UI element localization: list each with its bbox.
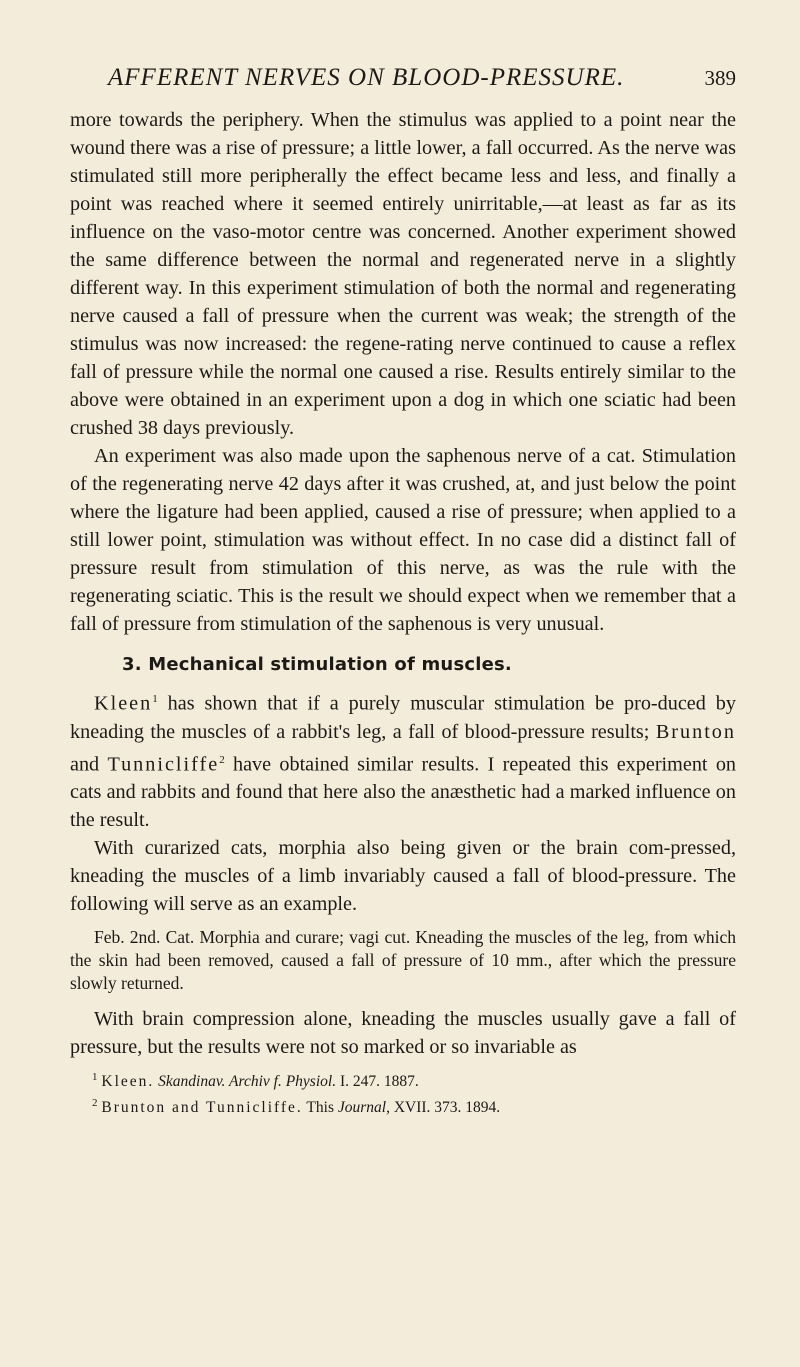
running-title: AFFERENT NERVES ON BLOOD-PRESSURE.: [108, 64, 625, 91]
footnote-details: XVII. 373. 1894.: [389, 1098, 501, 1116]
footnote-marker: 2: [92, 1096, 98, 1109]
footnote-journal: Journal,: [337, 1098, 390, 1116]
section-heading: 3. Mechanical stimulation of muscles.: [122, 654, 512, 675]
author-kleen: Kleen: [94, 692, 153, 715]
footnote-ref-2: 2: [219, 753, 225, 766]
footnote-2: [92, 1093, 736, 1118]
footnote-journal-prefix: This: [306, 1098, 338, 1116]
author-brunton: Brunton: [655, 720, 736, 743]
footnote-details: I. 247. 1887.: [336, 1073, 419, 1091]
paragraph-3-part-1: has shown that if a purely muscular stimulation be pro-duced by kneading the muscles of a rabbit's leg, a fall of blood-pressure results;: [70, 692, 736, 743]
footnote-author: Kleen.: [101, 1073, 155, 1091]
paragraph-3-and: and: [70, 753, 108, 776]
paragraph-4: With curarized cats, morphia also being given or the brain com-pressed, kneading the muscles of a limb invariably caused a fall of blood-pressure. The following will serve as an example.: [70, 837, 736, 916]
footnote-journal: Skandinav. Archiv f. Physiol.: [158, 1073, 337, 1091]
page-number: 389: [704, 66, 736, 90]
paragraph-5: With brain compression alone, kneading the muscles usually gave a fall of pressure, but the results were not so marked or so invariable as: [70, 1008, 736, 1059]
example-text: Feb. 2nd. Cat. Morphia and curare; vagi cut. Kneading the muscles of the leg, from which the skin had been removed, caused a fall of pressure of 10 mm., after which the pressure slowly returned.: [70, 927, 736, 994]
footnote-marker: 1: [92, 1071, 98, 1084]
body-text: [70, 106, 736, 918]
author-tunnicliffe: Tunnicliffe: [107, 753, 220, 776]
example-block: [70, 926, 736, 995]
paragraph-3-part-2: have obtained similar results. I repeated this experiment on cats and rabbits and found that here also the anæsthetic had a marked influence on the result.: [70, 753, 737, 832]
body-text-continued: [70, 1005, 736, 1061]
footnote-author: Brunton and Tunnicliffe.: [101, 1098, 303, 1116]
footnotes: [70, 1067, 736, 1117]
running-header: [108, 64, 736, 92]
paragraph-2: An experiment was also made upon the saphenous nerve of a cat. Stimulation of the regenerating nerve 42 days after it was crushed, at, and just below the point where the ligature had been applied, caused a rise of pressure; when applied to a still lower point, stimulation was without effect. In no case did a distinct fall of pressure result from stimulation of this nerve, as was the rule with the regenerating sciatic. This is the result we should expect when we remember that a fall of pressure from stimulation of the saphenous is very unusual.: [70, 445, 736, 635]
paragraph-3: [70, 685, 736, 834]
paragraph-1: more towards the periphery. When the stimulus was applied to a point near the wound there was a rise of pressure; a little lower, a fall occurred. As the nerve was stimulated still more peripherally the effect became less and less, and finally a point was reached where it seemed entirely unirritable,—at least as far as its influence on the vaso-motor centre was concerned. Another experiment showed the same difference between the normal and regenerated nerve in a slightly different way. In this experiment stimulation of both the normal and regenerating nerve caused a fall of pressure when the current was weak; the strength of the stimulus was now increased: the regene-rating nerve continued to cause a reflex fall of pressure while the normal one caused a rise. Results entirely similar to the above were obtained in an experiment upon a dog in which one sciatic had been crushed 38 days previously.: [70, 109, 736, 439]
footnote-ref-1: 1: [152, 693, 158, 705]
footnote-1: [92, 1067, 736, 1092]
